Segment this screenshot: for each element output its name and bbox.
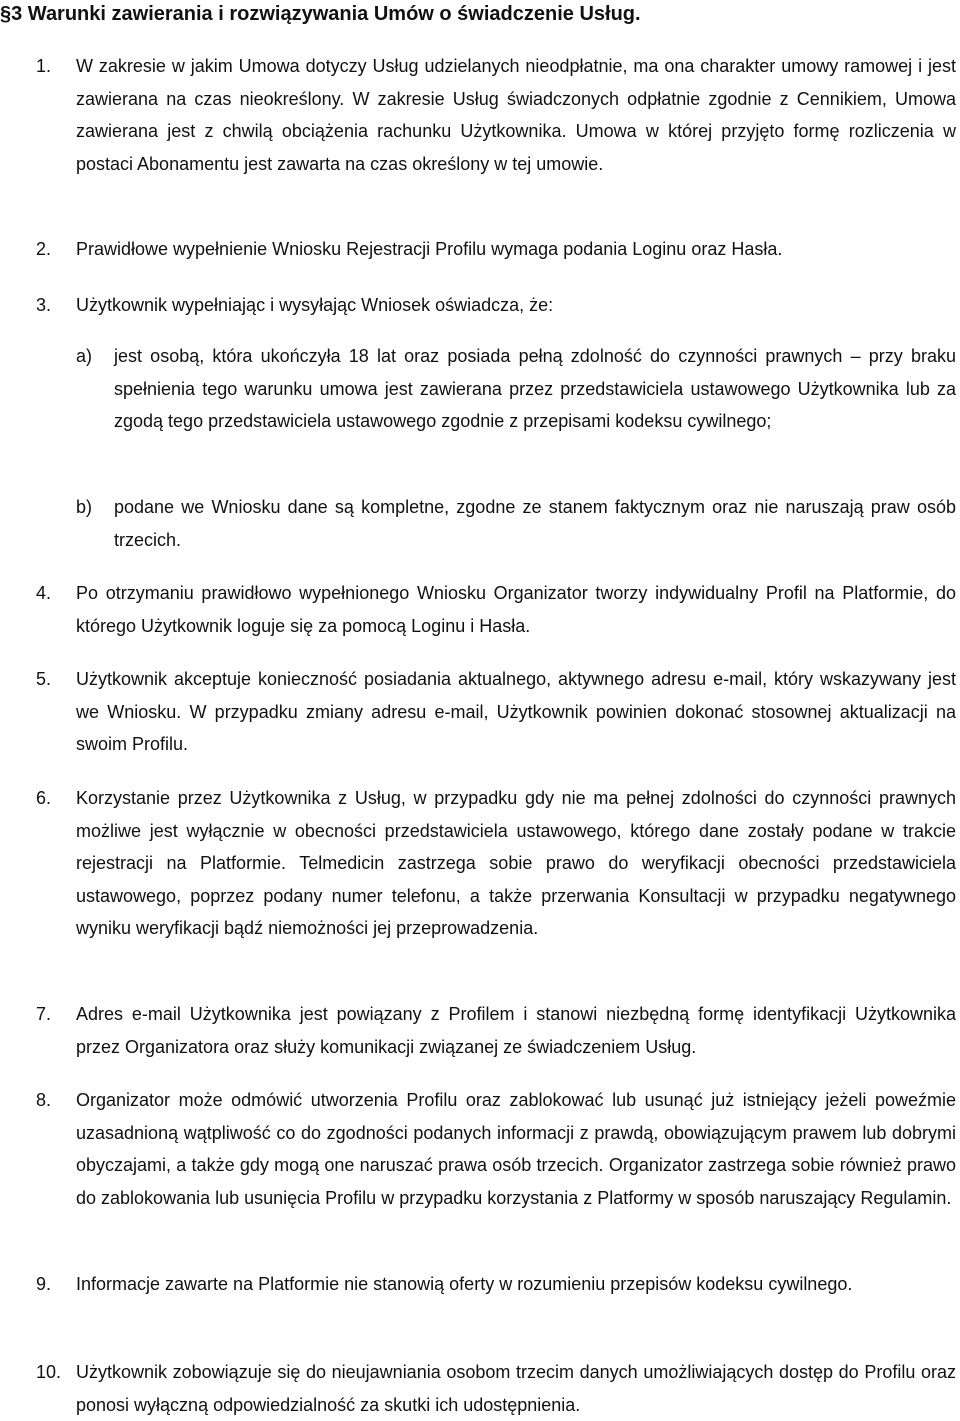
clause-10	[0, 1356, 956, 1421]
clause-3-subitem-b	[0, 491, 956, 556]
clause-number: 6.	[36, 788, 52, 808]
clause-text: Użytkownik zobowiązuje się do nieujawniania osobom trzecim danych umożliwiających dostęp do Profilu oraz ponosi wyłączną odpowiedzialność za skutki ich udostępnienia.	[76, 1362, 956, 1415]
clause-text: Adres e-mail Użytkownika jest powiązany z Profilem i stanowi niezbędną formę identyfikacji Użytkownika przez Organizatora oraz służy komunikacji związanej ze świadczeniem Usług.	[76, 1004, 956, 1057]
clause-number: 10.	[36, 1362, 62, 1382]
clause-7	[0, 998, 956, 1063]
clause-1	[0, 50, 956, 180]
clause-3-subitem-a	[0, 340, 956, 438]
clause-number: 5.	[36, 669, 52, 689]
clause-text: Użytkownik akceptuje konieczność posiadania aktualnego, aktywnego adresu e-mail, który wskazywany jest we Wniosku. W przypadku zmiany adresu e-mail, Użytkownik powinien dokonać stosownej aktualizacji na swoim Profilu.	[76, 669, 956, 754]
clause-number: 8.	[36, 1090, 52, 1110]
subitem-label: b)	[76, 497, 93, 517]
clause-text: W zakresie w jakim Umowa dotyczy Usług udzielanych nieodpłatnie, ma ona charakter umowy ramowej i jest zawierana na czas nieokreślony. W zakresie Usług świadczonych odpłatnie zgodnie z Cennikiem, Umowa zawierana jest z chwilą obciążenia rachunku Użytkownika. Umowa w której przyjęto formę rozliczenia w postaci Abonamentu jest zawarta na czas określony w tej umowie.	[76, 56, 956, 174]
clause-4	[0, 577, 956, 642]
clause-number: 7.	[36, 1004, 52, 1024]
clause-number: 1.	[36, 56, 52, 76]
clause-9	[0, 1268, 956, 1301]
clause-text: Informacje zawarte na Platformie nie stanowią oferty w rozumieniu przepisów kodeksu cywilnego.	[76, 1274, 853, 1294]
clause-text: Organizator może odmówić utworzenia Profilu oraz zablokować lub usunąć już istniejący jeżeli poweźmie uzasadnioną wątpliwość co do zgodności podanych informacji z prawdą, obowiązującym prawem lub dobrymi obyczajami, a także gdy mogą one naruszać prawa osób trzecich. Organizator zastrzega sobie również prawo do zablokowania lub usunięcia Profilu w przypadku korzystania z Platformy w sposób naruszający Regulamin.	[76, 1090, 956, 1208]
clause-8	[0, 1084, 956, 1214]
section-heading: §3 Warunki zawierania i rozwiązywania Umów o świadczenie Usług.	[0, 3, 641, 25]
subitem-text: jest osobą, która ukończyła 18 lat oraz posiada pełną zdolność do czynności prawnych – przy braku spełnienia tego warunku umowa jest zawierana przez przedstawiciela ustawowego Użytkownika lub za zgodą tego przedstawiciela ustawowego zgodnie z przepisami kodeksu cywilnego;	[114, 346, 956, 431]
clause-2	[0, 233, 956, 266]
clause-text: Korzystanie przez Użytkownika z Usług, w przypadku gdy nie ma pełnej zdolności do czynności prawnych możliwe jest wyłącznie w obecności przedstawiciela ustawowego, którego dane zostały podane w trakcie rejestracji na Platformie. Telmedicin zastrzega sobie prawo do weryfikacji obecności przedstawiciela ustawowego, poprzez podany numer telefonu, a także przerwania Konsultacji w przypadku negatywnego wyniku weryfikacji bądź niemożności jej przeprowadzenia.	[76, 788, 956, 938]
clause-text: Po otrzymaniu prawidłowo wypełnionego Wniosku Organizator tworzy indywidualny Profil na Platformie, do którego Użytkownik loguje się za pomocą Loginu i Hasła.	[76, 583, 956, 636]
clause-text: Użytkownik wypełniając i wysyłając Wniosek oświadcza, że:	[76, 295, 554, 315]
clause-6	[0, 782, 956, 945]
subitem-text: podane we Wniosku dane są kompletne, zgodne ze stanem faktycznym oraz nie naruszają praw osób trzecich.	[114, 497, 956, 550]
clause-number: 3.	[36, 295, 52, 315]
clause-number: 2.	[36, 239, 52, 259]
clause-number: 4.	[36, 583, 52, 603]
clause-text: Prawidłowe wypełnienie Wniosku Rejestracji Profilu wymaga podania Loginu oraz Hasła.	[76, 239, 783, 259]
clause-number: 9.	[36, 1274, 52, 1294]
subitem-label: a)	[76, 346, 93, 366]
clause-5	[0, 663, 956, 761]
clause-3	[0, 289, 956, 322]
